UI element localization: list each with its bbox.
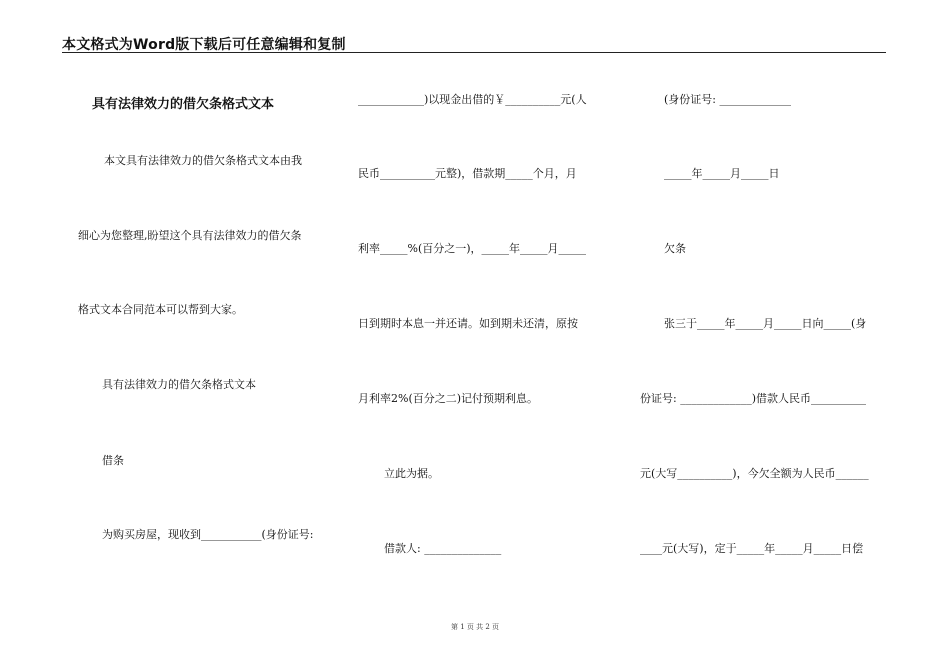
jietiao-line-6: 月利率2%(百分之二)记付预期利息。 [358, 392, 539, 405]
intro-line-2: 细心为您整理,盼望这个具有法律效力的借欠条 [78, 229, 302, 242]
jietiao-heading: 借条 [102, 454, 124, 467]
qiantiao-line-4: ____元(大写)，定于_____年_____月_____日偿 [640, 542, 864, 555]
page-number: 第 1 页 共 2 页 [450, 623, 500, 631]
intro-line-3: 格式文本合同范本可以帮到大家。 [78, 303, 243, 316]
intro-line-1: 本文具有法律效力的借欠条格式文本由我 [104, 154, 302, 167]
header-divider [62, 52, 886, 53]
borrower-signature: 借款人: ______________ [384, 542, 502, 555]
header-title: 本文格式为Word版下载后可任意编辑和复制 [62, 37, 346, 53]
jietiao-line-4: 利率_____%(百分之一)，_____年_____月_____ [358, 242, 587, 255]
jietiao-line-3: 民币__________元整)，借款期_____个月，月 [358, 167, 577, 180]
qiantiao-line-2: 份证号: _____________)借款人民币__________ [640, 392, 866, 405]
section-subtitle: 具有法律效力的借欠条格式文本 [102, 378, 256, 391]
qiantiao-line-3: 元(大写__________)，今欠全额为人民币______ [640, 467, 869, 480]
date-line: _____年_____月_____日 [664, 167, 780, 180]
qiantiao-line-1: 张三于_____年_____月_____日向_____(身 [664, 317, 867, 330]
jietiao-line-2: ____________)以现金出借的￥__________元(人 [358, 93, 587, 106]
jietiao-line-1: 为购买房屋，现收到___________(身份证号: [102, 528, 314, 541]
jietiao-closing: 立此为据。 [384, 467, 439, 480]
id-number-line: (身份证号: _____________ [664, 93, 791, 106]
qiantiao-heading: 欠条 [664, 242, 686, 255]
document-title: 具有法律效力的借欠条格式文本 [92, 97, 275, 112]
jietiao-line-5: 日到期时本息一并还请。如到期未还清，原按 [358, 317, 578, 330]
